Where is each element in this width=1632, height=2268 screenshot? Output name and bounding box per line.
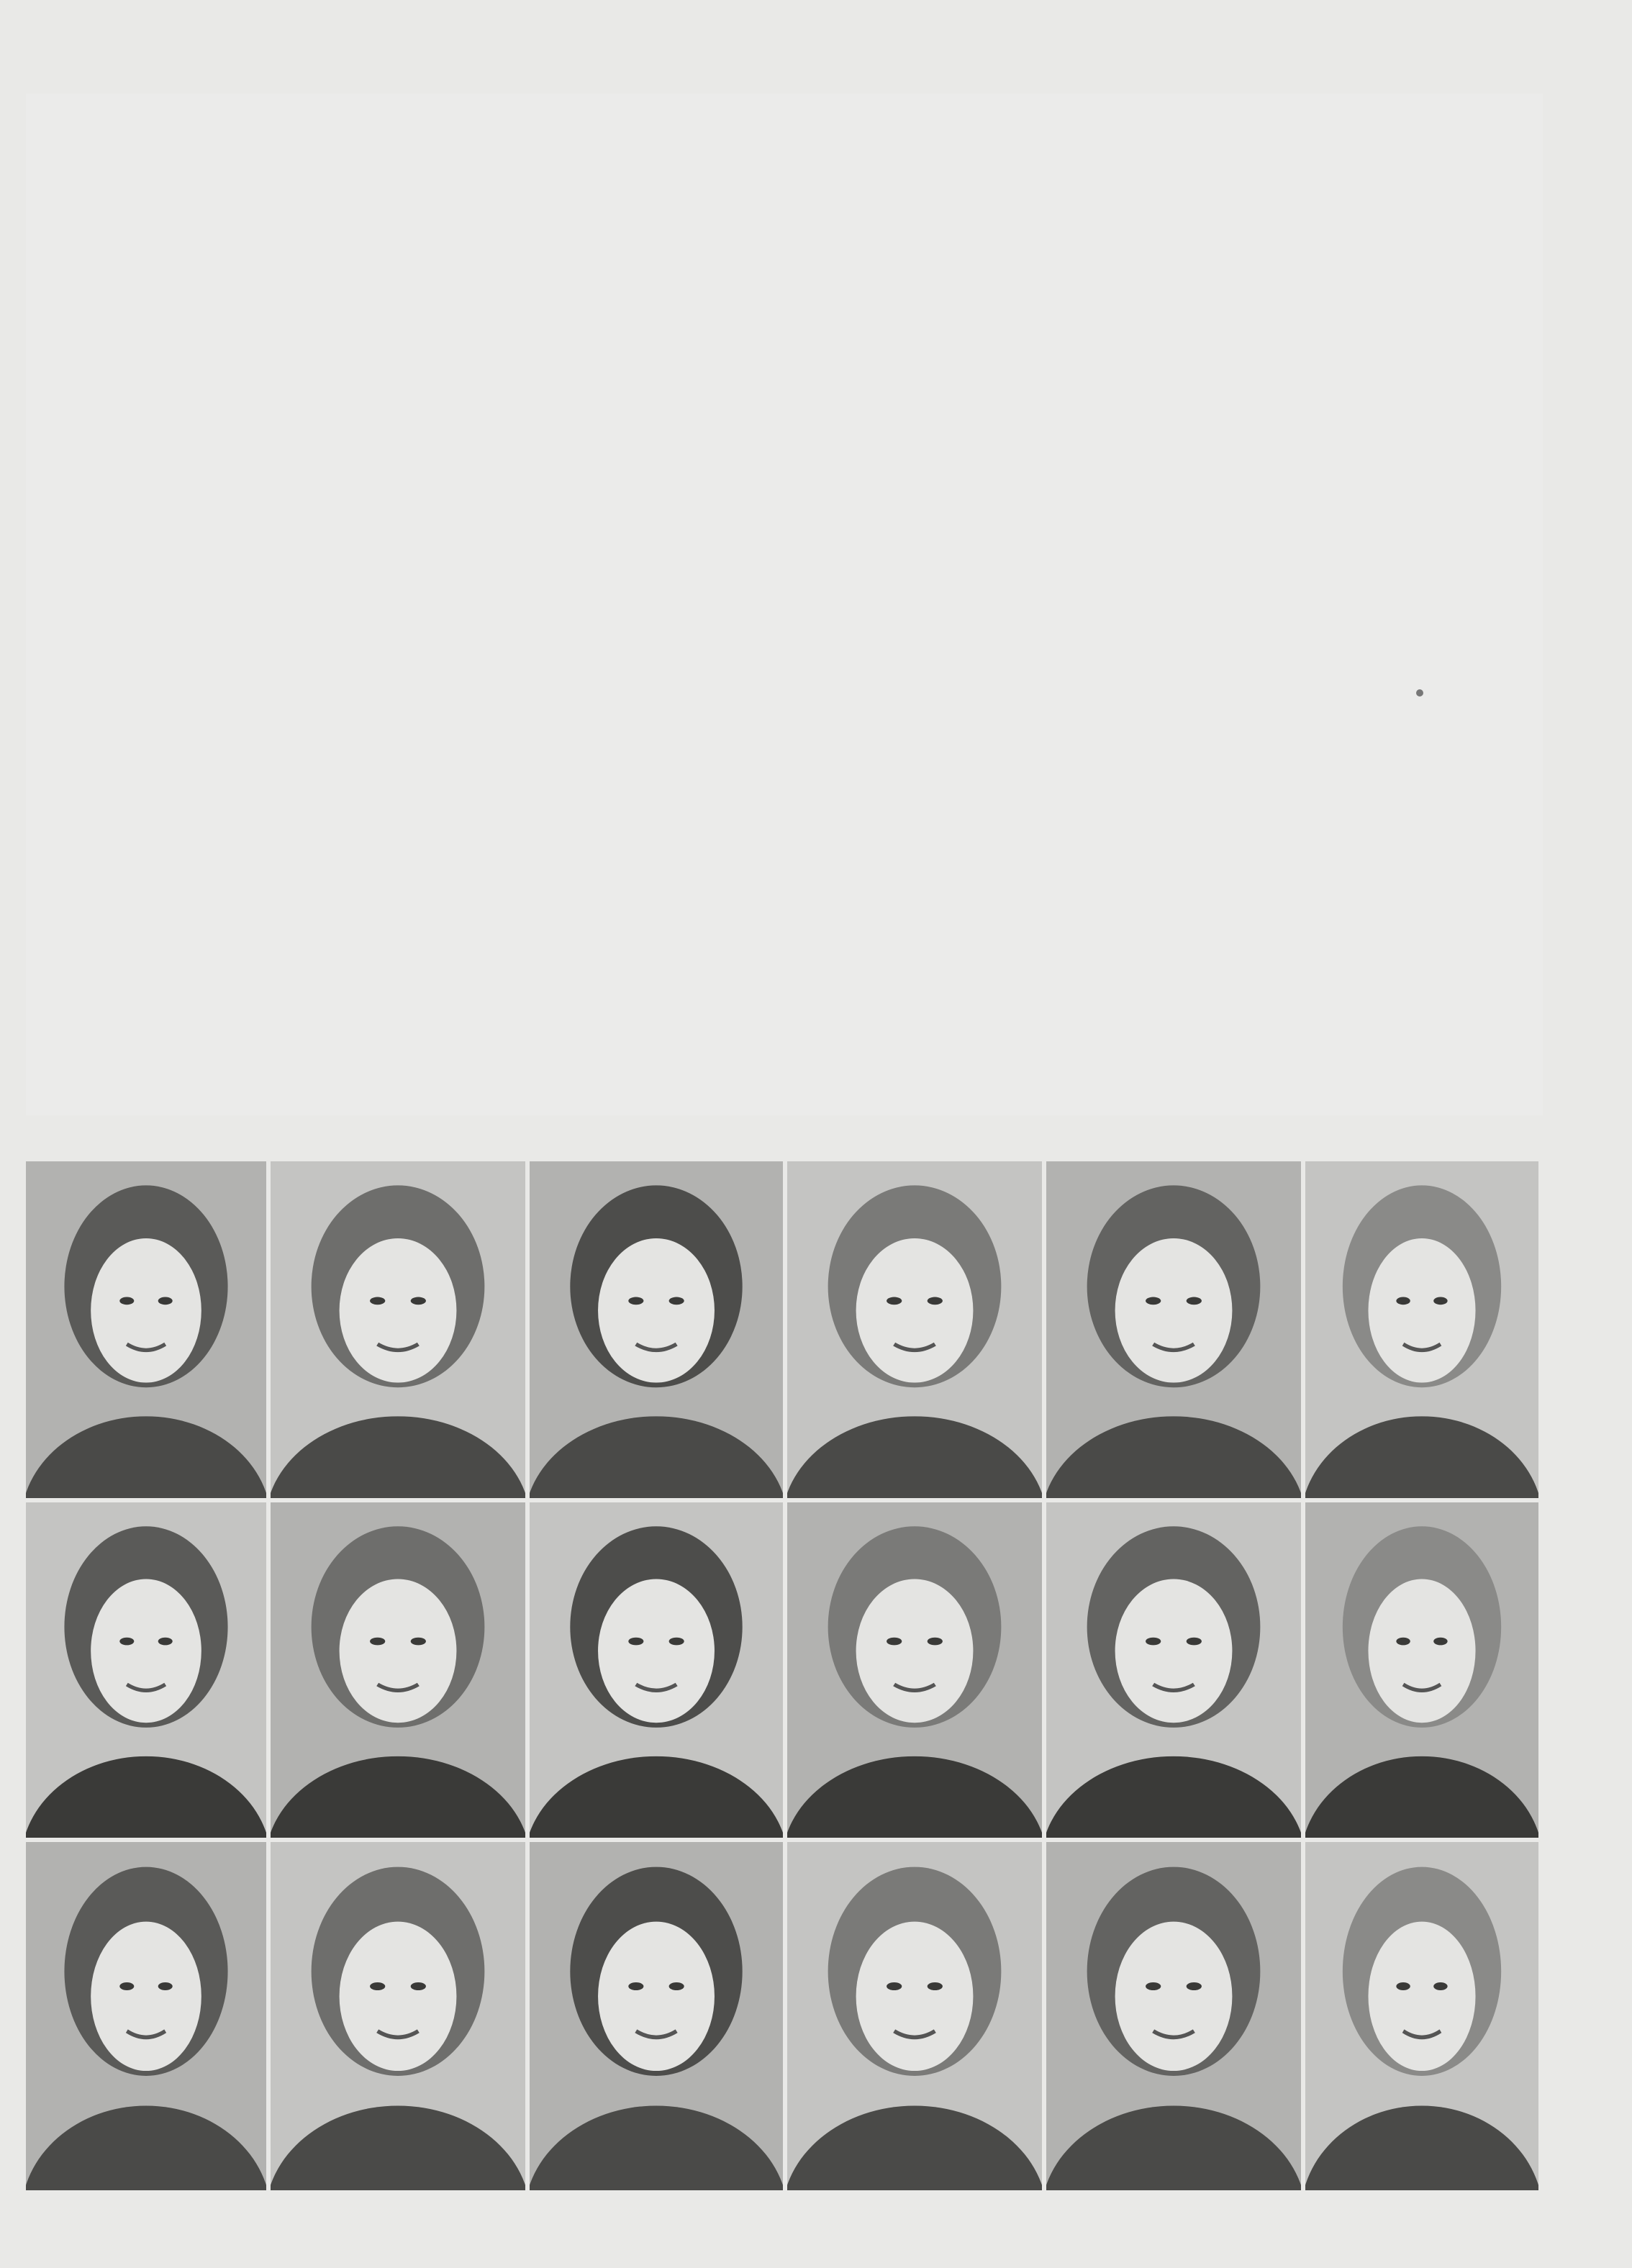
student-entry xyxy=(98,371,745,443)
portrait-photo xyxy=(26,1161,266,1498)
portrait-eye xyxy=(1396,1638,1410,1646)
portrait-photo xyxy=(787,1842,1042,2190)
portrait-eye xyxy=(1187,1982,1202,1990)
portrait-photo xyxy=(1046,1842,1301,2190)
portrait-face xyxy=(1368,1238,1475,1383)
portrait-eye xyxy=(370,1638,385,1646)
portrait-face xyxy=(340,1579,457,1723)
student-entry xyxy=(820,643,1472,715)
portrait-photo xyxy=(26,1842,266,2190)
portrait-eye xyxy=(119,1638,134,1646)
student-entry xyxy=(820,220,1472,292)
portrait-eye xyxy=(1396,1297,1410,1305)
student-entry xyxy=(98,296,745,368)
student-entry xyxy=(820,914,1472,986)
portrait-eye xyxy=(1187,1297,1202,1305)
portrait-face xyxy=(340,1238,457,1383)
portrait-eye xyxy=(928,1297,943,1305)
portrait-face xyxy=(1368,1579,1475,1723)
portrait-eye xyxy=(1146,1297,1161,1305)
portrait-face xyxy=(1115,1579,1233,1723)
portrait-face xyxy=(91,1579,201,1723)
portrait-photo xyxy=(26,1502,266,1838)
portrait-photo xyxy=(787,1502,1042,1838)
portrait-eye xyxy=(887,1982,902,1990)
portrait-eye xyxy=(1396,1982,1410,1990)
portrait-eye xyxy=(887,1297,902,1305)
portrait-photo xyxy=(1305,1842,1538,2190)
portrait-eye xyxy=(158,1638,173,1646)
portrait-face xyxy=(598,1922,715,2071)
portrait-face xyxy=(598,1238,715,1383)
portrait-eye xyxy=(411,1638,426,1646)
portrait-eye xyxy=(158,1297,173,1305)
portrait-eye xyxy=(411,1297,426,1305)
portrait-eye xyxy=(1433,1982,1447,1990)
student-entry xyxy=(98,568,745,640)
portrait-photo xyxy=(530,1842,783,2190)
portrait-photo xyxy=(530,1502,783,1838)
portrait-eye xyxy=(370,1297,385,1305)
portrait-eye xyxy=(669,1297,684,1305)
portrait-photo xyxy=(530,1161,783,1498)
student-entry xyxy=(820,492,1472,564)
portrait-eye xyxy=(158,1982,173,1990)
portrait-photo xyxy=(271,1842,525,2190)
student-entry xyxy=(98,220,745,292)
portrait-photo xyxy=(1046,1161,1301,1498)
student-entry xyxy=(820,371,1472,443)
student-entry xyxy=(820,568,1472,640)
portrait-photo xyxy=(1046,1502,1301,1838)
portrait-eye xyxy=(928,1638,943,1646)
portrait-eye xyxy=(669,1638,684,1646)
portrait-eye xyxy=(1146,1982,1161,1990)
portrait-face xyxy=(1115,1922,1233,2071)
portrait-photo xyxy=(1305,1161,1538,1498)
portrait-face xyxy=(91,1238,201,1383)
portrait-face xyxy=(91,1922,201,2071)
portrait-eye xyxy=(628,1297,643,1305)
portrait-eye xyxy=(628,1982,643,1990)
portrait-face xyxy=(598,1579,715,1723)
portrait-photo xyxy=(271,1502,525,1838)
student-entry xyxy=(98,914,745,986)
student-entry xyxy=(98,492,745,564)
portrait-face xyxy=(856,1579,974,1723)
portrait-face xyxy=(1115,1238,1233,1383)
student-entry xyxy=(820,763,1472,835)
portrait-eye xyxy=(1146,1638,1161,1646)
portrait-eye xyxy=(1187,1638,1202,1646)
portrait-eye xyxy=(669,1982,684,1990)
portrait-photo xyxy=(787,1161,1042,1498)
portrait-eye xyxy=(1433,1297,1447,1305)
portrait-eye xyxy=(119,1297,134,1305)
portrait-face xyxy=(340,1922,457,2071)
portrait-eye xyxy=(1433,1638,1447,1646)
portrait-eye xyxy=(887,1638,902,1646)
portrait-photo xyxy=(1305,1502,1538,1838)
portrait-eye xyxy=(928,1982,943,1990)
student-entry xyxy=(98,643,745,715)
portrait-eye xyxy=(119,1982,134,1990)
portrait-photo xyxy=(271,1161,525,1498)
student-entry xyxy=(820,296,1472,368)
student-entry xyxy=(98,763,745,835)
student-entry xyxy=(98,838,745,910)
portrait-face xyxy=(1368,1922,1475,2071)
student-entry xyxy=(820,838,1472,910)
portrait-eye xyxy=(628,1638,643,1646)
portrait-face xyxy=(856,1238,974,1383)
portrait-eye xyxy=(411,1982,426,1990)
portrait-face xyxy=(856,1922,974,2071)
print-speck xyxy=(1416,689,1423,697)
portrait-eye xyxy=(370,1982,385,1990)
